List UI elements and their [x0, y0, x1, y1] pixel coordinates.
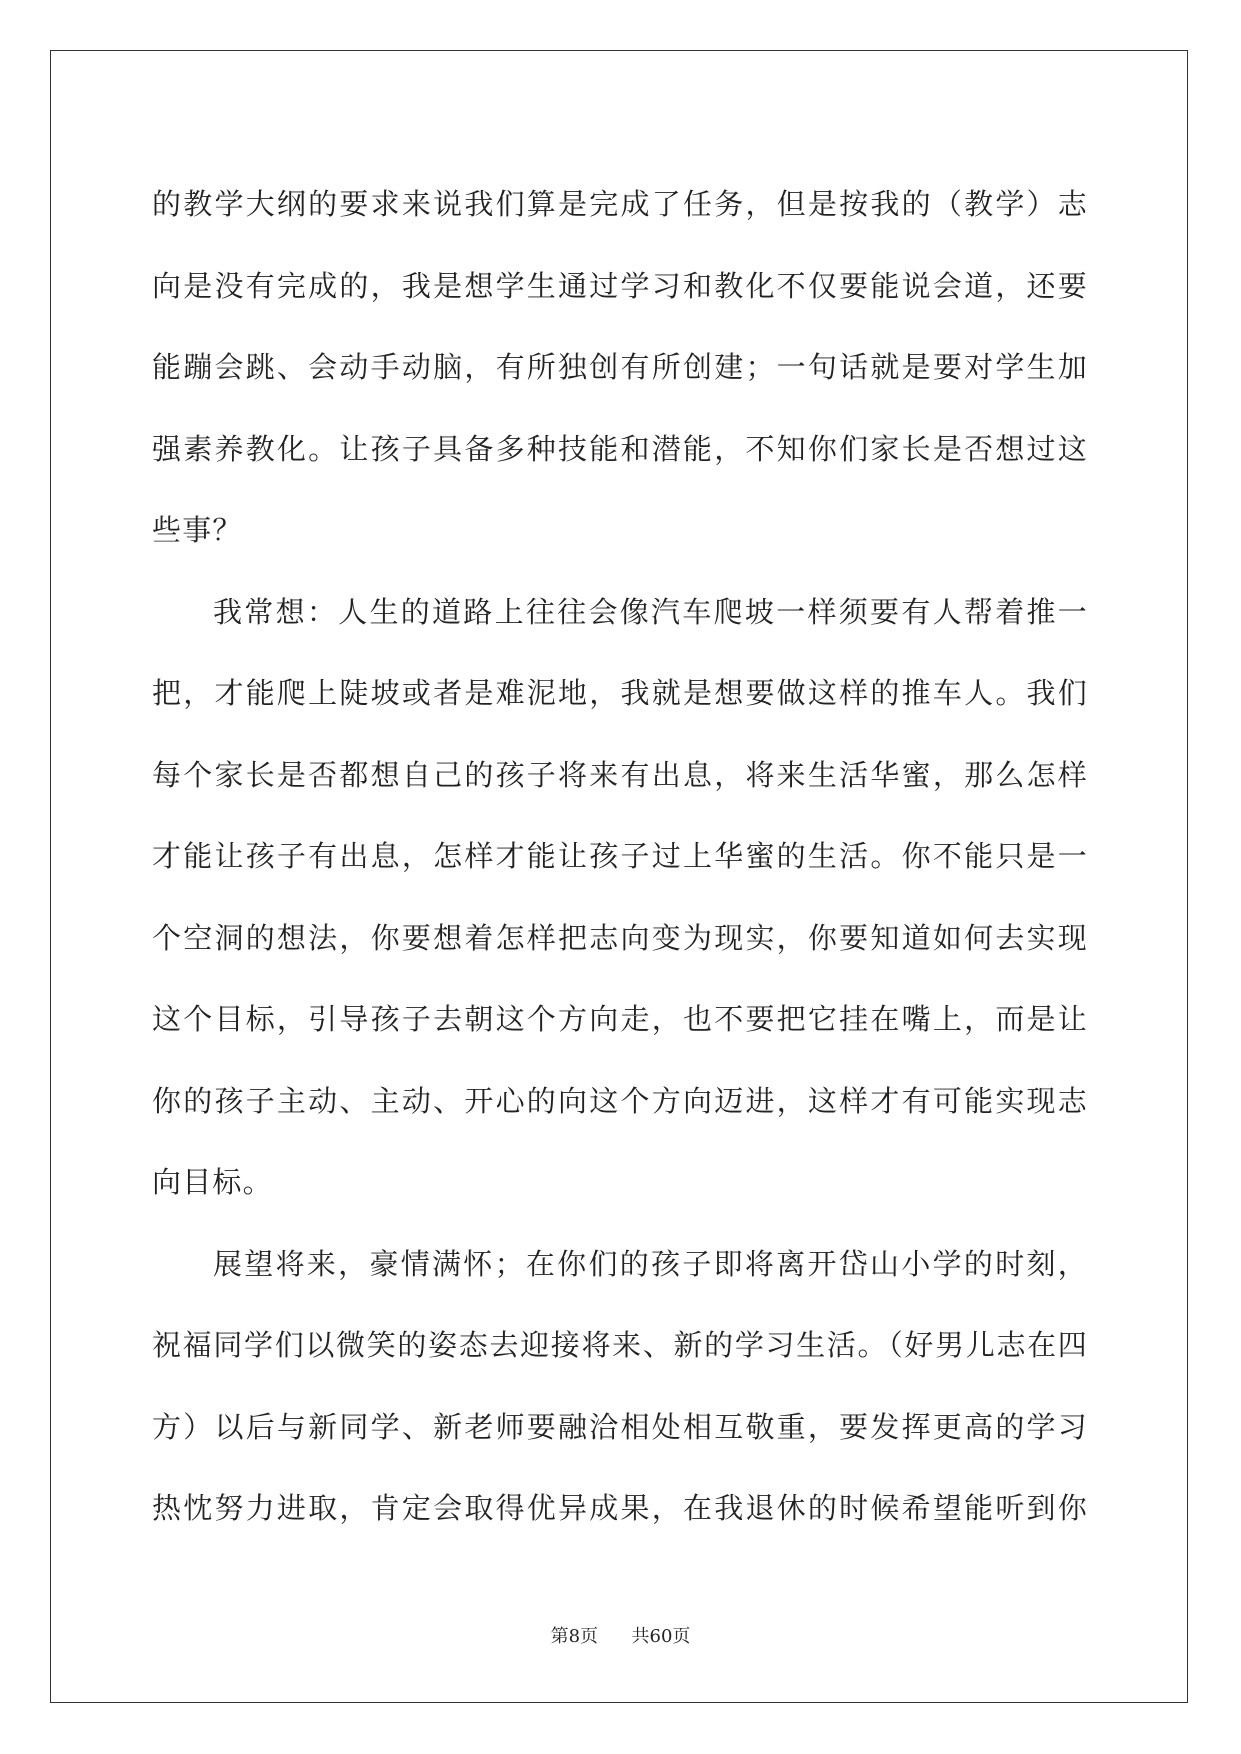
text-line: 的教学大纲的要求来说我们算是完成了任务，但是按我的（教学）志 — [152, 187, 1088, 221]
text-line: 些事？ — [152, 513, 243, 547]
text-line: 个空洞的想法，你要想着怎样把志向变为现实，你要知道如何去实现 — [152, 920, 1088, 955]
text-line: 才能让孩子有出息，怎样才能让孩子过上华蜜的生活。你不能只是一 — [152, 839, 1088, 873]
text-line: 能蹦会跳、会动手动脑，有所独创有所创建；一句话就是要对学生加 — [152, 350, 1088, 384]
page-number: 第8页 — [550, 1626, 599, 1647]
paragraph-start-line: 我常想：人生的道路上往往会像汽车爬坡一样须要有人帮着推一 — [213, 594, 1088, 629]
text-line: 这个目标，引导孩子去朝这个方向走，也不要把它挂在嘴上，而是让 — [152, 1002, 1088, 1036]
document-body — [152, 164, 1088, 1550]
text-line: 向是没有完成的，我是想学生通过学习和教化不仅要能说会道，还要 — [152, 268, 1088, 303]
text-line: 向目标。 — [152, 1165, 273, 1199]
text-line: 强素养教化。让孩子具备多种技能和潜能，不知你们家长是否想过这 — [152, 431, 1088, 466]
text-line: 每个家长是否都想自己的孩子将来有出息，将来生活华蜜，那么怎样 — [152, 757, 1088, 792]
paragraph-start-line: 展望将来，豪情满怀；在你们的孩子即将离开岱山小学的时刻， — [213, 1246, 1088, 1281]
text-line: 把，才能爬上陡坡或者是难泥地，我就是想要做这样的推车人。我们 — [152, 676, 1088, 710]
text-line: 祝福同学们以微笑的姿态去迎接将来、新的学习生活。（好男儿志在四 — [152, 1328, 1088, 1362]
page-footer — [0, 1622, 1241, 1648]
text-line: 方）以后与新同学、新老师要融洽相处相互敬重，要发挥更高的学习 — [152, 1409, 1088, 1444]
text-line: 热忱努力进取，肯定会取得优异成果，在我退休的时候希望能听到你 — [152, 1491, 1088, 1525]
page-total: 共60页 — [631, 1626, 691, 1647]
text-line: 你的孩子主动、主动、开心的向这个方向迈进，这样才有可能实现志 — [152, 1083, 1088, 1118]
